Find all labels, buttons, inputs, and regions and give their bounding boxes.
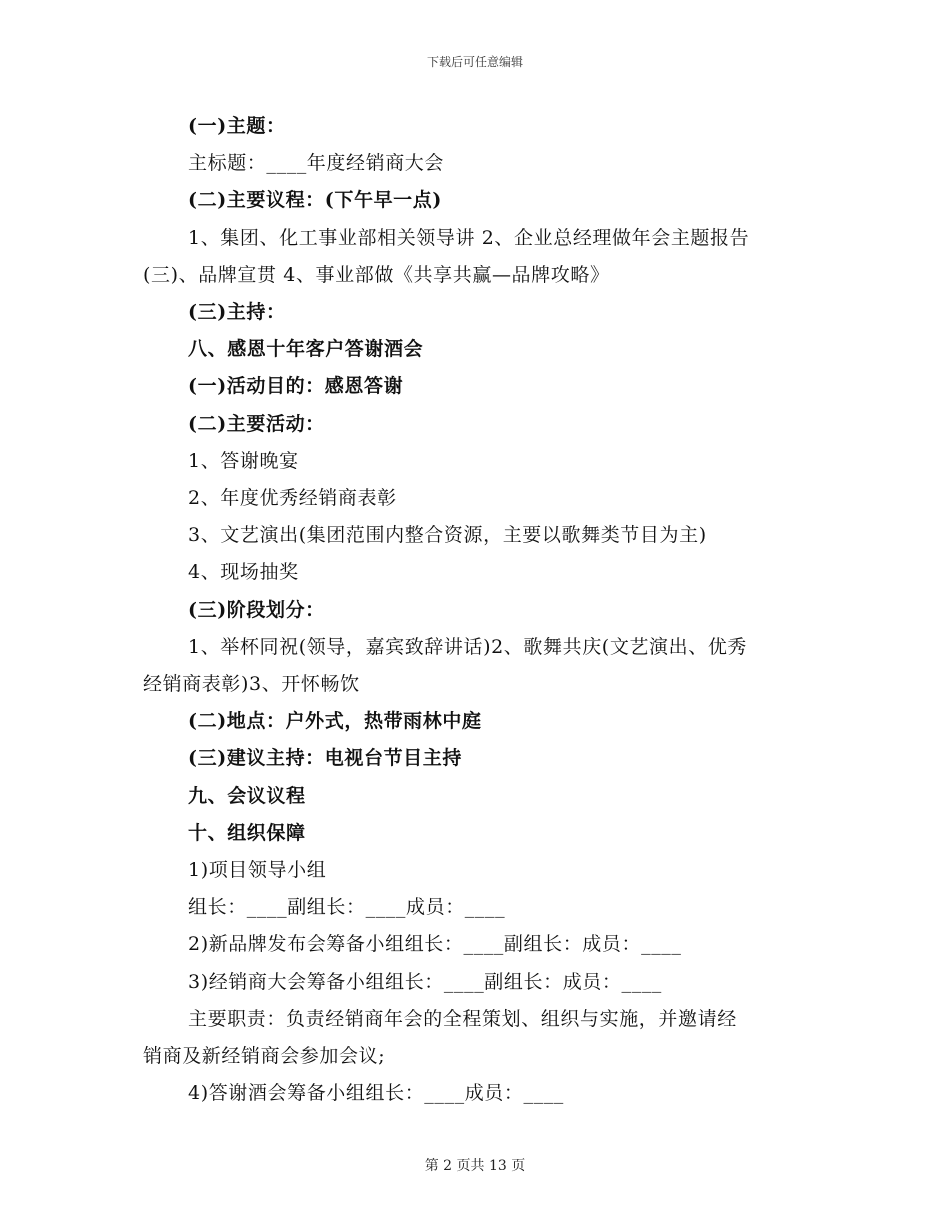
paragraph-line: 主要职责：负责经销商年会的全程策划、组织与实施，并邀请经: [188, 1007, 737, 1030]
section-heading: (三)主持：: [188, 301, 286, 324]
list-item: 4、现场抽奖: [188, 561, 299, 584]
section-heading: (三)建议主持：电视台节目主持: [188, 747, 462, 770]
section-heading: (二)主要议程：(下午早一点): [188, 189, 442, 212]
paragraph-line: (三)、品牌宣贯 4、事业部做《共享共赢—品牌攻略》: [143, 263, 610, 286]
list-item: 4)答谢酒会筹备小组组长：____成员：____: [188, 1082, 564, 1105]
list-item: 1)项目领导小组: [188, 859, 327, 882]
paragraph-line: 1、集团、化工事业部相关领导讲 2、企业总经理做年会主题报告: [188, 226, 750, 249]
paragraph-line: 组长：____副组长：____成员：____: [188, 896, 506, 919]
list-item: 1、答谢晚宴: [188, 449, 299, 472]
chapter-heading: 八、感恩十年客户答谢酒会: [188, 338, 424, 361]
page-header: 下载后可任意编辑: [426, 55, 523, 69]
chapter-heading: 九、会议议程: [188, 784, 306, 807]
paragraph-line: 销商及新经销商会参加会议;: [143, 1045, 386, 1068]
section-heading: (一)主题：: [188, 115, 286, 137]
paragraph-line: 1、举杯同祝(领导，嘉宾致辞讲话)2、歌舞共庆(文艺演出、优秀: [188, 635, 748, 658]
section-heading: (一)活动目的：感恩答谢: [188, 375, 404, 398]
page-number: 第 2 页共 13 页: [424, 1158, 526, 1174]
section-heading: (二)主要活动：: [188, 412, 325, 435]
section-heading: (二)地点：户外式，热带雨林中庭: [188, 710, 482, 733]
list-item: 3)经销商大会筹备小组组长：____副组长：成员：____: [188, 970, 662, 993]
list-item: 2、年度优秀经销商表彰: [188, 487, 397, 510]
section-heading: (三)阶段划分：: [188, 598, 325, 621]
chapter-heading: 十、组织保障: [188, 821, 306, 844]
paragraph-line: 经销商表彰)3、开怀畅饮: [143, 673, 360, 696]
list-item: 3、文艺演出(集团范围内整合资源，主要以歌舞类节目为主): [188, 524, 707, 547]
document-body: [143, 108, 813, 1112]
paragraph-line: 主标题：____年度经销商大会: [188, 152, 445, 175]
list-item: 2)新品牌发布会筹备小组组长：____副组长：成员：____: [188, 933, 682, 956]
